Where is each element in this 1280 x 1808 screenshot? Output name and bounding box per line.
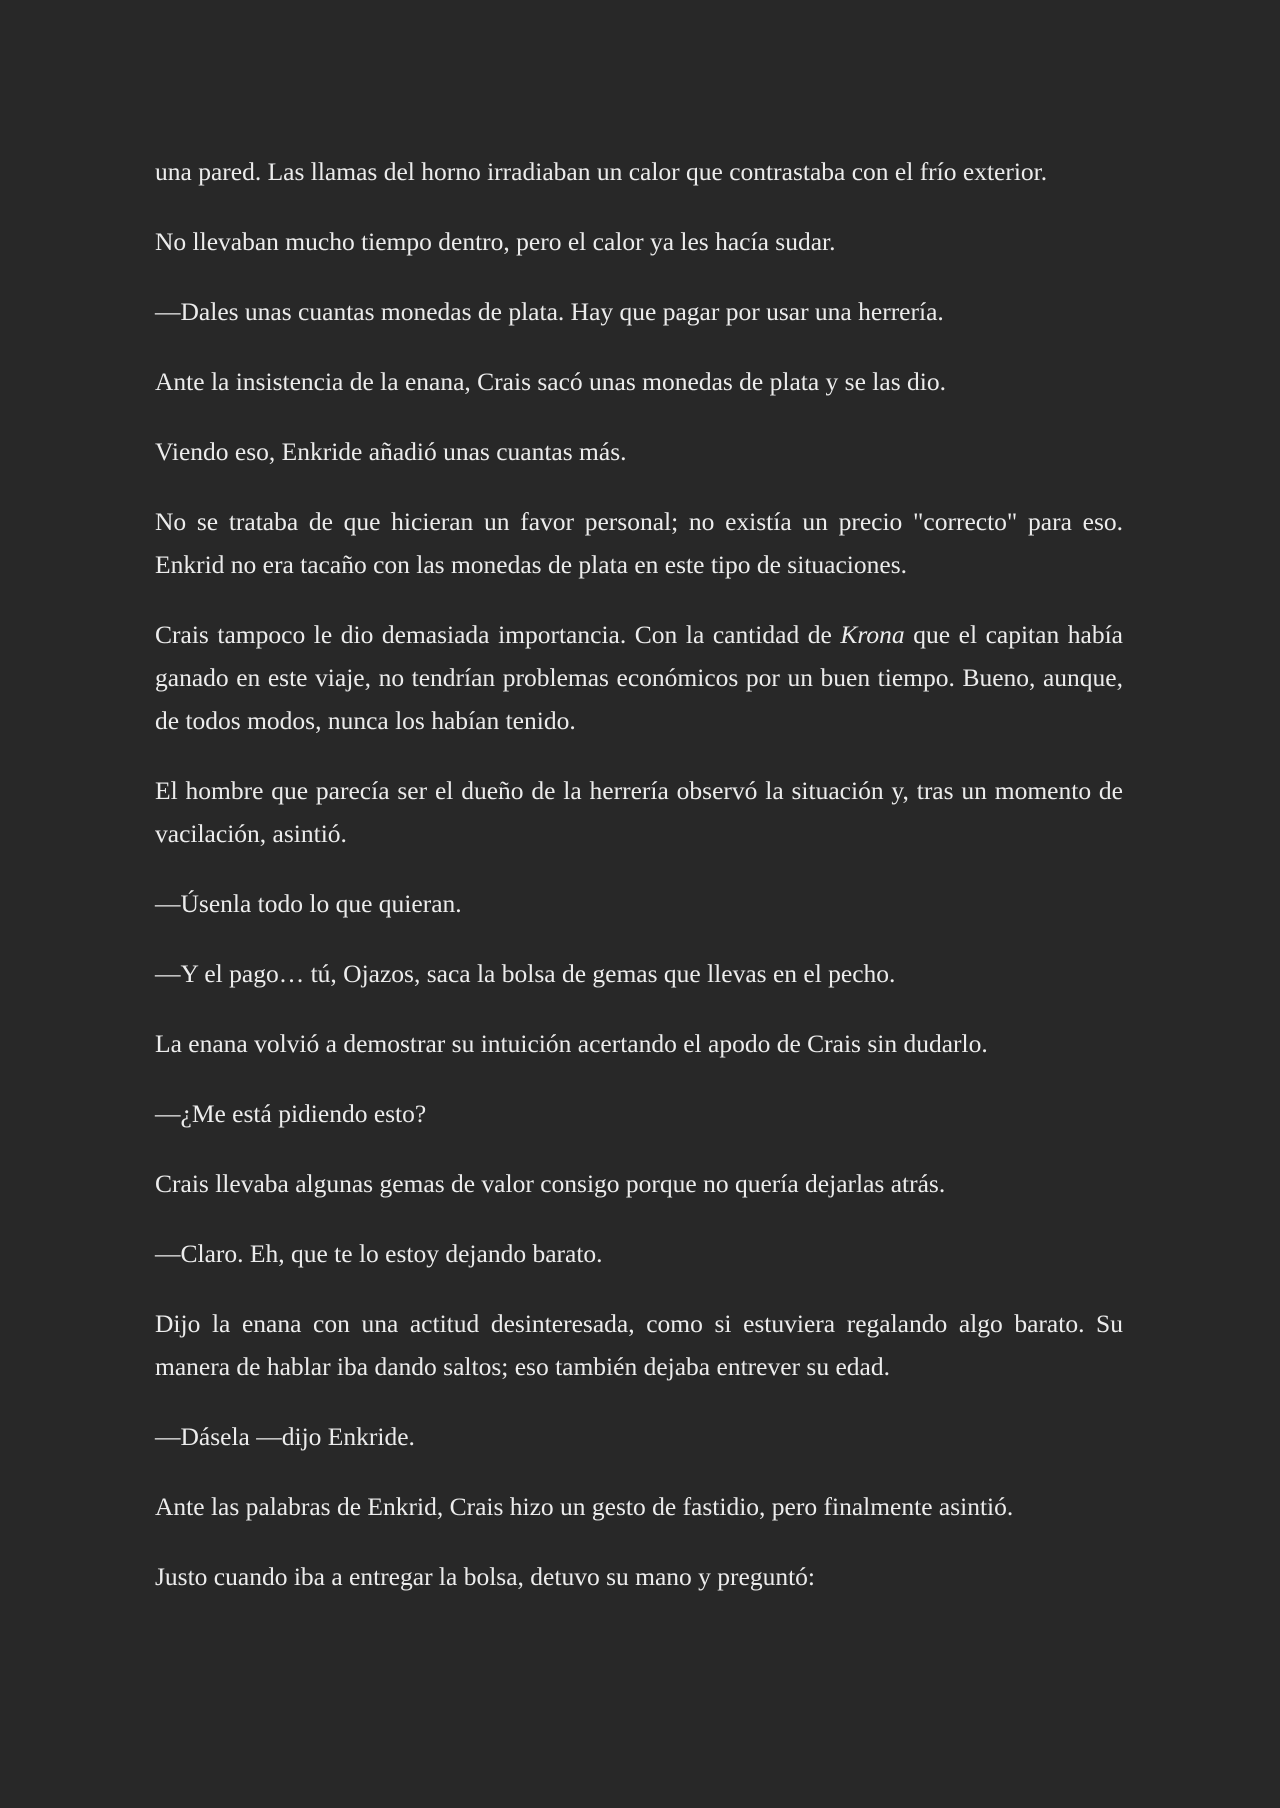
- paragraph: Dijo la enana con una actitud desinteresada, como si estuviera regalando algo barato. Su manera de hablar iba dando saltos; eso también dejaba entrever su edad.: [155, 1309, 1123, 1381]
- reader-page: [155, 150, 1123, 1625]
- paragraph: —Úsenla todo lo que quieran.: [155, 889, 462, 918]
- paragraph: Viendo eso, Enkride añadió unas cuantas más.: [155, 437, 627, 466]
- paragraph: No llevaban mucho tiempo dentro, pero el calor ya les hacía sudar.: [155, 227, 836, 256]
- paragraph: —Dales unas cuantas monedas de plata. Hay que pagar por usar una herrería.: [155, 297, 944, 326]
- paragraph: El hombre que parecía ser el dueño de la herrería observó la situación y, tras un momento de vacilación, asintió.: [155, 776, 1123, 848]
- paragraph: —Claro. Eh, que te lo estoy dejando barato.: [155, 1239, 603, 1268]
- paragraph: Crais llevaba algunas gemas de valor consigo porque no quería dejarlas atrás.: [155, 1169, 946, 1198]
- paragraph-with-emphasis: [155, 613, 1123, 742]
- paragraph: —¿Me está pidiendo esto?: [155, 1099, 427, 1128]
- paragraph: Ante la insistencia de la enana, Crais sacó unas monedas de plata y se las dio.: [155, 367, 946, 396]
- paragraph: La enana volvió a demostrar su intuición acertando el apodo de Crais sin dudarlo.: [155, 1029, 988, 1058]
- emphasis-term: Krona: [840, 620, 905, 649]
- paragraph: No se trataba de que hicieran un favor personal; no existía un precio "correcto" para eso. Enkrid no era tacaño con las monedas de plata en este tipo de situaciones.: [155, 507, 1123, 579]
- paragraph: —Y el pago… tú, Ojazos, saca la bolsa de gemas que llevas en el pecho.: [155, 959, 896, 988]
- paragraph: Justo cuando iba a entregar la bolsa, detuvo su mano y preguntó:: [155, 1562, 815, 1591]
- paragraph: una pared. Las llamas del horno irradiaban un calor que contrastaba con el frío exterior.: [155, 157, 1048, 186]
- paragraph: Ante las palabras de Enkrid, Crais hizo un gesto de fastidio, pero finalmente asintió.: [155, 1492, 1014, 1521]
- paragraph-text: Crais tampoco le dio demasiada importancia. Con la cantidad de: [155, 620, 841, 649]
- paragraph-text: que el capitan había ganado en este viaje, no tendrían problemas económicos por un buen tiempo. Bueno, aunque, de todos modos, nunca los habían tenido.: [155, 620, 1124, 735]
- paragraph: —Dásela —dijo Enkride.: [155, 1422, 415, 1451]
